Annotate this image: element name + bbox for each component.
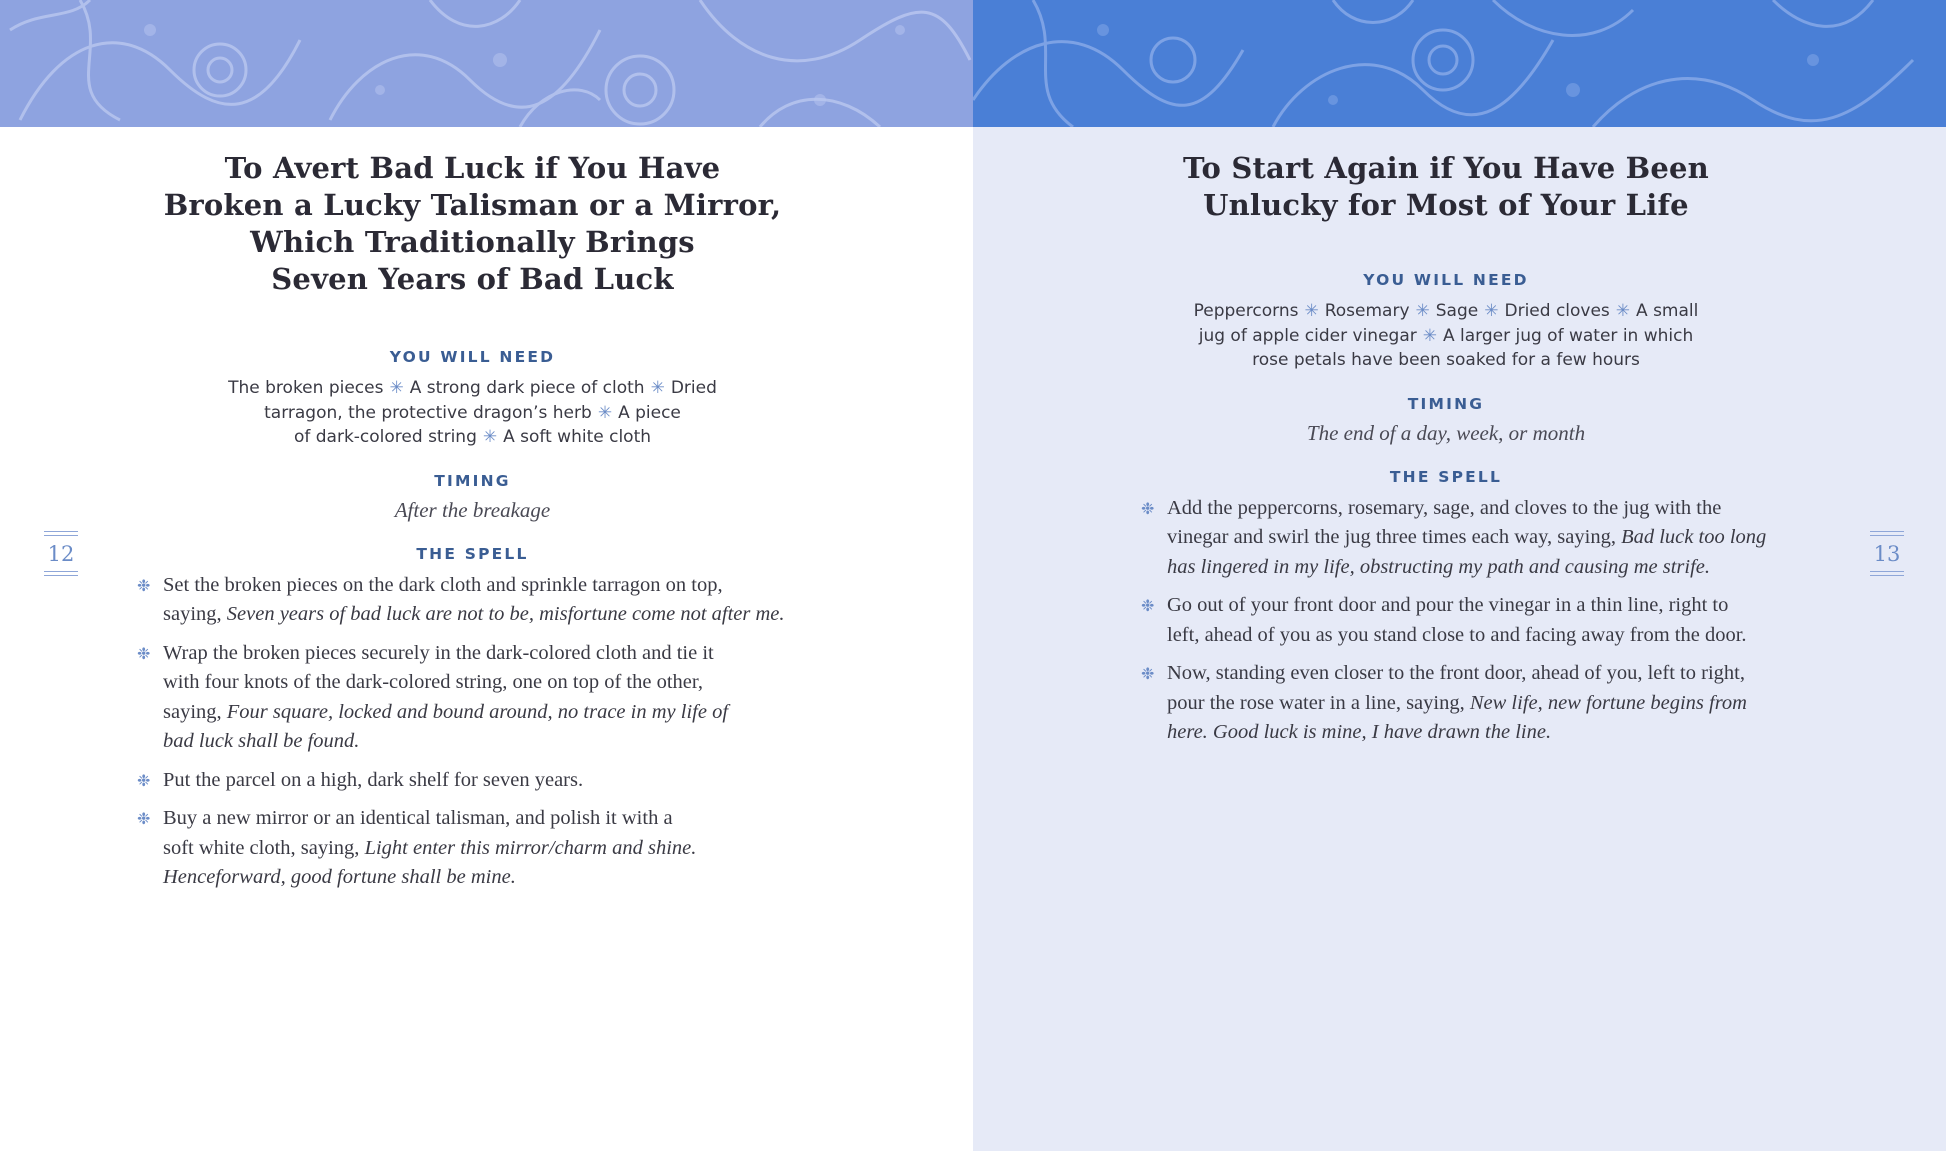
ingredient-item: The broken pieces <box>228 378 384 398</box>
spell-steps <box>137 571 973 893</box>
title-line: To Start Again if You Have Been <box>1183 151 1709 185</box>
asterisk-star-icon: ✳ <box>482 427 498 447</box>
incantation-text: Light enter this mirror/charm and shine. <box>364 836 697 859</box>
asterisk-star-icon: ✳ <box>650 378 665 398</box>
incantation-text: has lingered in my life, obstructing my path and causing me strife. <box>1167 555 1710 578</box>
page-number: 13 <box>1873 542 1901 566</box>
ingredient-item: of dark-colored string <box>293 427 477 447</box>
step-text: soft white cloth, saying, <box>163 836 365 859</box>
step-line <box>163 727 973 757</box>
incantation-text: Seven years of bad luck are not to be, misfortune come not after me. <box>226 603 785 625</box>
asterisk-star-icon: ✳ <box>1615 301 1631 321</box>
ingredient-item: A small <box>1636 301 1699 321</box>
step-text: Buy a new mirror or an identical talisman, and polish it with a <box>163 807 673 829</box>
ingredients-line <box>973 324 1919 349</box>
spell-step <box>137 571 973 630</box>
snowflake-star-icon: ❉ <box>1141 498 1155 518</box>
ingredient-item: Peppercorns <box>1193 301 1299 321</box>
snowflake-star-icon: ❉ <box>137 575 151 595</box>
step-text: saying, <box>163 603 227 625</box>
asterisk-star-icon: ✳ <box>1422 325 1437 346</box>
step-line <box>163 668 973 698</box>
spell-step <box>1141 494 1946 583</box>
ingredients-line <box>973 348 1919 373</box>
step-line <box>163 639 973 669</box>
ingredients-list <box>973 299 1919 373</box>
right-title <box>973 150 1946 224</box>
incantation-text: Bad luck too long <box>1621 526 1767 548</box>
snowflake-star-icon: ❉ <box>1141 664 1155 683</box>
title-line: Broken a Lucky Talisman or a Mirror, <box>163 188 782 222</box>
left-header-band <box>0 0 973 127</box>
ingredient-item: Dried cloves <box>1504 301 1610 321</box>
title-line: Which Traditionally Brings <box>250 225 695 259</box>
spell-steps <box>1141 494 1946 748</box>
asterisk-star-icon: ✳ <box>1304 301 1319 321</box>
ingredient-item: A piece <box>618 402 681 423</box>
step-line <box>163 698 973 728</box>
step-line <box>1167 523 1946 553</box>
asterisk-star-icon: ✳ <box>389 378 404 398</box>
incantation-text: bad luck shall be found. <box>163 730 360 752</box>
step-line <box>1167 621 1946 651</box>
step-text: Set the broken pieces on the dark cloth and sprinkle tarragon on top, <box>163 573 723 596</box>
you-will-need-label: YOU WILL NEED <box>389 348 556 366</box>
spell-step <box>137 804 973 893</box>
ingredient-item: rose petals have been soaked for a few hours <box>1252 350 1640 370</box>
ingredient-item: jug of apple cider vinegar <box>1198 325 1417 346</box>
right-content <box>973 150 1946 757</box>
page-number-right <box>1870 531 1904 576</box>
page-number-left <box>44 531 78 576</box>
page-number: 12 <box>47 542 75 566</box>
ingredient-item: Sage <box>1435 301 1479 321</box>
step-line <box>1167 591 1946 621</box>
asterisk-star-icon: ✳ <box>1415 301 1430 321</box>
spell-label: THE SPELL <box>416 544 529 563</box>
snowflake-star-icon: ❉ <box>1141 596 1155 615</box>
ingredient-item: Rosemary <box>1324 301 1410 321</box>
asterisk-star-icon: ✳ <box>597 402 613 423</box>
title-line: Unlucky for Most of Your Life <box>1203 188 1689 222</box>
incantation-text: Four square, locked and bound around, no trace in my life of <box>226 700 729 723</box>
ingredients-line <box>0 401 945 426</box>
ingredient-item: Dried <box>670 378 717 398</box>
folio-rule-bottom <box>44 571 78 576</box>
spell-step <box>137 639 973 757</box>
asterisk-star-icon: ✳ <box>1484 301 1499 321</box>
title-line: To Avert Bad Luck if You Have <box>224 151 721 185</box>
step-text: Go out of your front door and pour the vinegar in a thin line, right to <box>1167 594 1729 616</box>
ingredients-line <box>973 299 1919 324</box>
snowflake-star-icon: ❉ <box>137 643 151 663</box>
incantation-text: Henceforward, good fortune shall be mine. <box>163 866 516 888</box>
you-will-need-label: YOU WILL NEED <box>1363 271 1529 289</box>
snowflake-star-icon: ❉ <box>137 809 151 828</box>
step-line <box>163 571 973 601</box>
timing-label: TIMING <box>434 471 511 490</box>
snowflake-star-icon: ❉ <box>137 770 151 790</box>
step-line <box>1167 494 1946 524</box>
step-text: Wrap the broken pieces securely in the dark-colored cloth and tie it <box>163 641 714 664</box>
folio-rule-bottom <box>1870 571 1904 576</box>
step-line <box>163 804 973 834</box>
timing-text: The end of a day, week, or month <box>1306 420 1586 445</box>
step-text: Put the parcel on a high, dark shelf for seven years. <box>163 768 584 791</box>
title-line: Seven Years of Bad Luck <box>271 262 674 296</box>
step-line <box>163 834 973 864</box>
incantation-text: New life, new fortune begins from <box>1469 691 1747 714</box>
ingredients-line <box>0 425 945 450</box>
step-text: Add the peppercorns, rosemary, sage, and cloves to the jug with the <box>1167 496 1722 519</box>
step-text: left, ahead of you as you stand close to and facing away from the door. <box>1167 623 1747 646</box>
left-title <box>0 150 945 298</box>
step-text: saying, <box>163 700 227 723</box>
step-line <box>163 600 973 630</box>
spell-step <box>1141 659 1946 748</box>
step-line <box>1167 718 1946 748</box>
step-line <box>1167 659 1946 689</box>
step-text: with four knots of the dark-colored string, one on top of the other, <box>163 671 704 693</box>
step-line <box>163 766 973 796</box>
left-decorative-pattern <box>0 0 973 127</box>
right-decorative-pattern <box>973 0 1946 127</box>
ingredients-line <box>0 376 945 401</box>
right-page <box>973 0 1946 1151</box>
step-text: pour the rose water in a line, saying, <box>1167 691 1470 714</box>
ingredient-item: A soft white cloth <box>503 427 652 447</box>
step-line <box>163 863 973 893</box>
right-header-band <box>973 0 1946 127</box>
timing-label: TIMING <box>1407 394 1485 413</box>
spell-step <box>1141 591 1946 650</box>
step-text: Now, standing even closer to the front door, ahead of you, left to right, <box>1167 662 1745 684</box>
step-line <box>1167 689 1946 719</box>
incantation-text: here. Good luck is mine, I have drawn the line. <box>1167 721 1552 743</box>
timing-text: After the breakage <box>394 497 551 522</box>
step-text: vinegar and swirl the jug three times each way, saying, <box>1167 526 1622 548</box>
ingredients-list <box>0 376 945 450</box>
spell-step <box>137 766 973 796</box>
step-line <box>1167 553 1946 583</box>
ingredient-item: A strong dark piece of cloth <box>409 378 645 398</box>
ingredient-item: A larger jug of water in which <box>1442 325 1694 346</box>
ingredient-item: tarragon, the protective dragon’s herb <box>264 402 592 423</box>
spell-label: THE SPELL <box>1389 467 1503 486</box>
left-content <box>0 150 973 902</box>
